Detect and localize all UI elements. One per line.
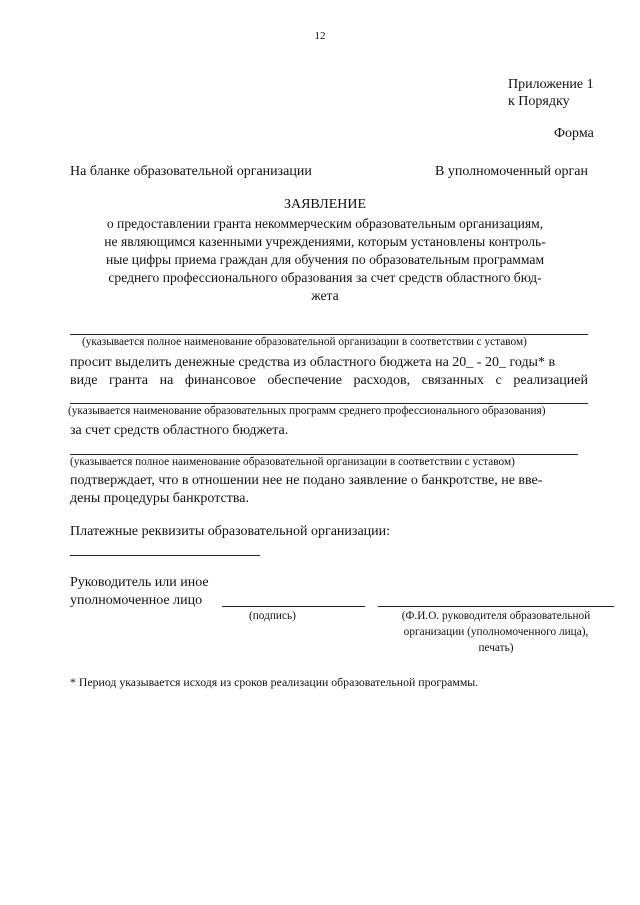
title-line-1: о предоставлении гранта некоммерческим образовательным организациям, (106, 216, 544, 231)
paragraph-3-line-2: дены процедуры банкротства. (70, 491, 249, 506)
hint-programs: (указывается наименование образовательных программ среднего профессионального образования) (68, 405, 546, 417)
appendix-label: Приложение 1 (508, 77, 594, 92)
hint-full-name-2: организации (уполномоченного лица), (403, 626, 589, 638)
org-name-line-2[interactable] (70, 454, 578, 455)
form-label: Форма (554, 126, 594, 141)
title-line-3: ные цифры приема граждан для обучения по образовательным программам (105, 252, 545, 267)
hint-signature: (подпись) (249, 610, 296, 622)
hint-org-name: (указывается полное наименование образовательной организации в соответствии с уставом) (82, 336, 527, 348)
footnote: * Период указывается исходя из сроков реализации образовательной программы. (70, 675, 479, 689)
page-number: 12 (314, 30, 326, 42)
document-title: ЗАЯВЛЕНИЕ (283, 197, 367, 212)
paragraph-1-line-2: виде гранта на финансовое обеспечение расходов, связанных с реализацией (70, 373, 588, 388)
signature-line[interactable] (222, 606, 365, 607)
payment-details-label: Платежные реквизиты образовательной организации: (70, 524, 391, 539)
header-right: В уполномоченный орган (435, 164, 588, 179)
paragraph-2: за счет средств областного бюджета. (70, 423, 289, 438)
header-left: На бланке образовательной организации (70, 164, 312, 179)
payment-details-line[interactable] (70, 555, 260, 556)
programs-line[interactable] (70, 403, 588, 404)
paragraph-1-line-1: просит выделить денежные средства из областного бюджета на 20_ - 20_ годы* в (70, 355, 556, 370)
title-line-4: среднего профессионального образования за счет средств областного бюд- (108, 270, 542, 285)
title-line-5: жета (311, 288, 339, 303)
org-name-line[interactable] (70, 334, 588, 335)
hint-full-name-3: печать) (478, 642, 514, 654)
full-name-line[interactable] (378, 606, 614, 607)
signatory-label-1: Руководитель или иное (70, 575, 209, 590)
hint-full-name-1: (Ф.И.О. руководителя образовательной (401, 610, 591, 622)
hint-org-name-2: (указывается полное наименование образовательной организации в соответствии с уставом) (70, 456, 515, 468)
signatory-label-2: уполномоченное лицо (70, 593, 203, 608)
appendix-reference: к Порядку (508, 94, 570, 109)
paragraph-3-line-1: подтверждает, что в отношении нее не подано заявление о банкротстве, не вве- (70, 473, 543, 488)
title-line-2: не являющимся казенными учреждениями, которым установлены контроль- (104, 234, 546, 249)
